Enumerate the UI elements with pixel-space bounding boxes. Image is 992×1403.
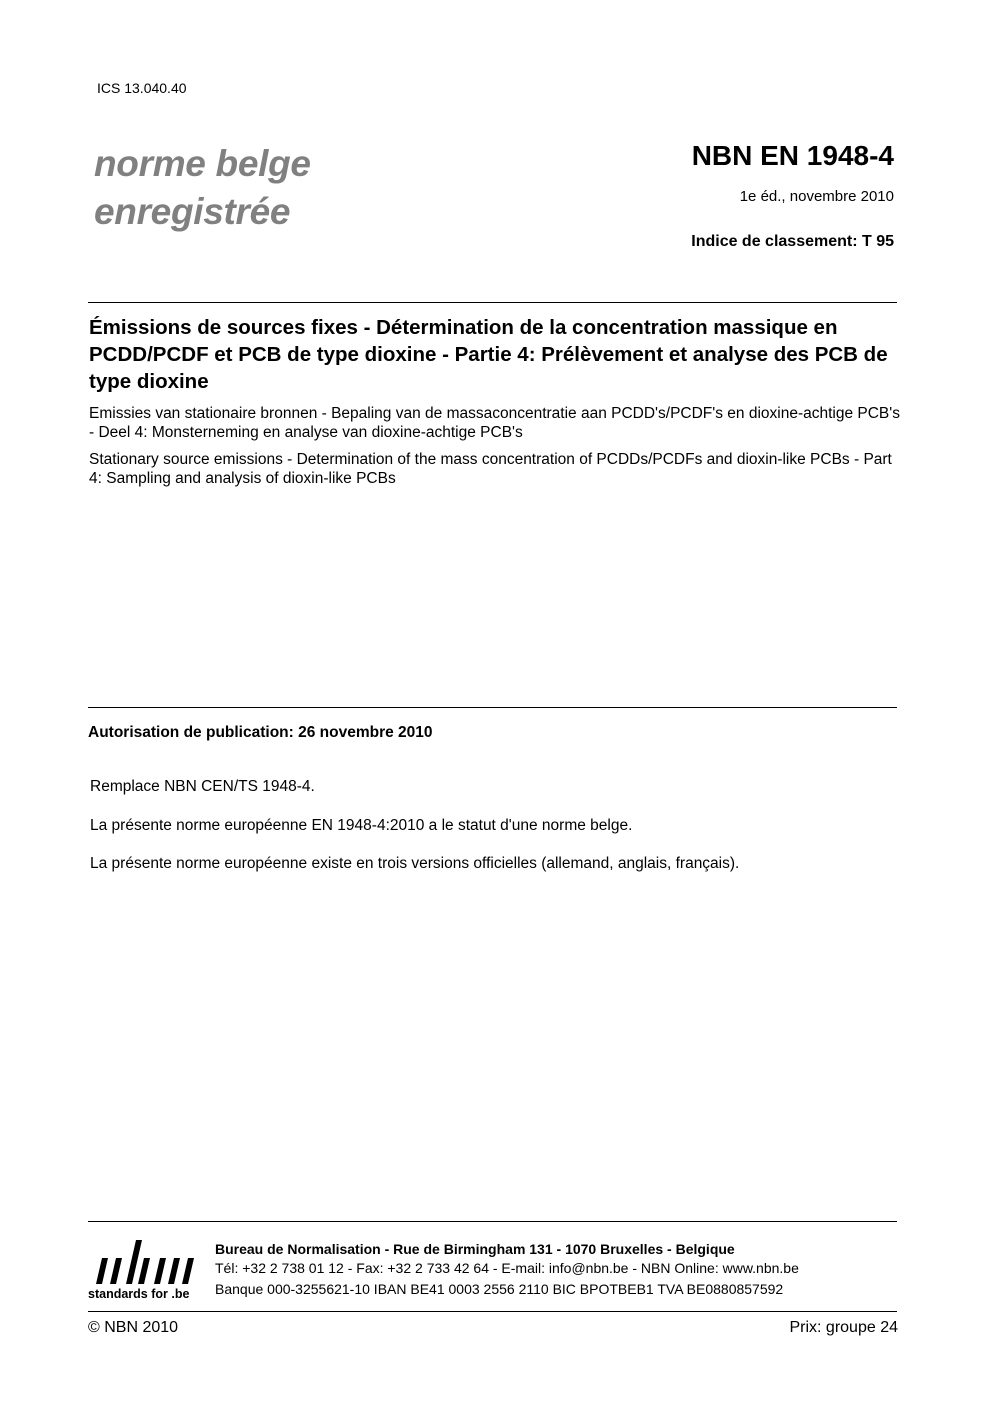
versions-note: La présente norme européenne existe en trois versions officielles (allemand, anglais, français).: [90, 855, 740, 872]
divider-top: [88, 302, 897, 303]
title-french: Émissions de sources fixes - Détermination de la concentration massique en PCDD/PCDF et PCB de type dioxine - Partie 4: Prélèvement et analyse des PCB de type dioxine: [89, 316, 888, 393]
title-dutch: Emissies van stationaire bronnen - Bepaling van de massaconcentratie aan PCDD's/PCDF's en dioxine-achtige PCB's - Deel 4: Monsterneming en analyse van dioxine-achtige PCB's: [89, 405, 900, 441]
address-line: Bureau de Normalisation - Rue de Birmingham 131 - 1070 Bruxelles - Belgique: [215, 1241, 735, 1257]
status-note: La présente norme européenne EN 1948-4:2010 a le statut d'une norme belge.: [90, 817, 633, 834]
copyright: © NBN 2010: [88, 1319, 179, 1336]
price-group: Prix: groupe 24: [789, 1319, 898, 1336]
divider-bottom: [88, 1311, 897, 1312]
contact-line: Tél: +32 2 738 01 12 - Fax: +32 2 733 42 64 - E-mail: info@nbn.be - NBN Online: www.nbn.be: [215, 1260, 799, 1276]
classification-index: Indice de classement: T 95: [691, 233, 894, 250]
divider-middle: [88, 707, 897, 708]
bank-line: Banque 000-3255621-10 IBAN BE41 0003 2556 2110 BIC BPOTBEB1 TVA BE0880857592: [215, 1281, 784, 1297]
publication-authorisation: Autorisation de publication: 26 novembre 2010: [88, 724, 433, 741]
edition-date: 1e éd., novembre 2010: [739, 188, 894, 205]
ics-code: ICS 13.040.40: [97, 80, 187, 96]
brand-line-1: norme belge: [94, 143, 311, 184]
replaces-note: Remplace NBN CEN/TS 1948-4.: [90, 778, 315, 795]
title-english: Stationary source emissions - Determination of the mass concentration of PCDDs/PCDFs and dioxin-like PCBs - Part 4: Sampling and analysis of dioxin-like PCBs: [89, 451, 892, 487]
brand-line-2: enregistrée: [94, 191, 291, 232]
standard-number: NBN EN 1948-4: [691, 140, 894, 171]
divider-footer: [88, 1221, 897, 1222]
brand-title: [94, 140, 311, 236]
logo-caption: standards for .be: [88, 1287, 190, 1301]
